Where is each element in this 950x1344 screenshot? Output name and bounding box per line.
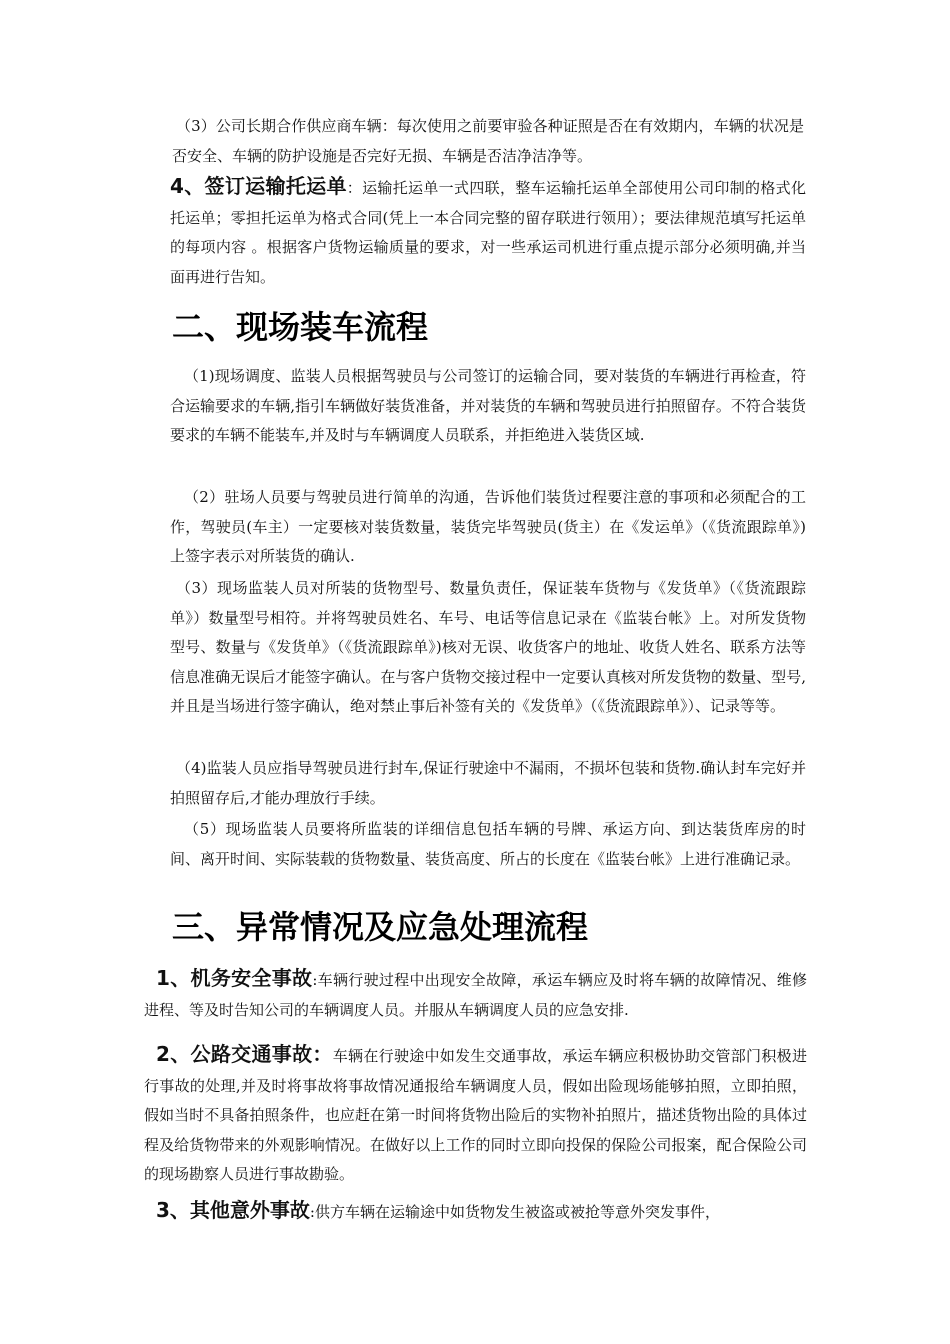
section-3-title: 三、异常情况及应急处理流程 [172,908,589,946]
paragraph-section3-item-1 [144,964,807,1025]
s3-item-3-heading: 3、其他意外事故 [156,1198,310,1222]
item-4-body: ：运输托运单一式四联，整车运输托运单全部使用公司印制的格式化托运单；零担托运单为格式合同(凭上一本合同完整的留存联进行领用）；要法律规范填写托运单的每项内容 。根据客户货物运输质量的要求，对一些承运司机进行重点提示部分必须明确,并当面再进行告知。 [170,179,806,286]
s3-item-3-body: :供方车辆在运输途中如货物发生被盗或被抢等意外突发事件， [309,1203,720,1221]
paragraph-section2-4: （4)监装人员应指导驾驶员进行封车,保证行驶途中不漏雨，不损坏包装和货物.确认封车完好并拍照留存后,才能办理放行手续。 [170,759,806,807]
paragraph-section3-item-2 [144,1040,807,1190]
paragraph-section2-3: （3）现场监装人员对所装的货物型号、数量负责任，保证装车货物与《发货单》（《货流跟踪单》）数量型号相符。并将驾驶员姓名、车号、电话等信息记录在《监装台帐》上。对所发货物型号、数量与《发货单》（《货流跟踪单》)核对无误、收货客户的地址、收货人姓名、联系方法等信息准确无误后才能签字确认。在与客户货物交接过程中一定要认真核对所发货物的数量、型号,并且是当场进行签字确认，绝对禁止事后补签有关的《发货单》（《货流跟踪单》）、记录等等。 [170,579,806,715]
paragraph-vehicle-check: （3）公司长期合作供应商车辆：每次使用之前要审验各种证照是否在有效期内，车辆的状况是否安全、车辆的防护设施是否完好无损、车辆是否洁净洁净等。 [172,117,804,165]
paragraph-section2-1: （1)现场调度、监装人员根据驾驶员与公司签订的运输合同，要对装货的车辆进行再检查，符合运输要求的车辆,指引车辆做好装货准备，并对装货的车辆和驾驶员进行拍照留存。不符合装货要求的车辆不能装车,并及时与车辆调度人员联系，并拒绝进入装货区域. [170,367,806,444]
s3-item-2-body: 车辆在行驶途中如发生交通事故，承运车辆应积极协助交管部门积极进行事故的处理,并及时将事故将事故情况通报给车辆调度人员，假如出险现场能够拍照，立即拍照，假如当时不具备拍照条件，也应赶在第一时间将货物出险后的实物补拍照片，描述货物出险的具体过程及给货物带来的外观影响情况。在做好以上工作的同时立即向投保的保险公司报案，配合保险公司的现场勘察人员进行事故勘验。 [144,1047,807,1183]
paragraph-section2-2: （2）驻场人员要与驾驶员进行简单的沟通，告诉他们装货过程要注意的事项和必须配合的工作，驾驶员(车主）一定要核对装货数量，装货完毕驾驶员(货主）在《发运单》（《货流跟踪单》)上签字表示对所装货的确认. [170,488,806,565]
s3-item-1-heading: 1、机务安全事故 [156,966,313,990]
paragraph-item-4 [170,172,806,292]
paragraph-section2-5: （5）现场监装人员要将所监装的详细信息包括车辆的号牌、承运方向、到达装货库房的时间、离开时间、实际装载的货物数量、装货高度、所占的长度在《监装台帐》上进行准确记录。 [170,820,806,868]
s3-item-2-heading: 2、公路交通事故： [156,1042,333,1066]
paragraph-section3-item-3 [144,1196,807,1228]
s3-item-1-body: :车辆行驶过程中出现安全故障，承运车辆应及时将车辆的故障情况、维修进程、等及时告知公司的车辆调度人员。并服从车辆调度人员的应急安排. [144,971,807,1019]
item-4-heading: 4、签订运输托运单 [170,174,347,198]
section-2-title: 二、现场装车流程 [172,308,429,346]
